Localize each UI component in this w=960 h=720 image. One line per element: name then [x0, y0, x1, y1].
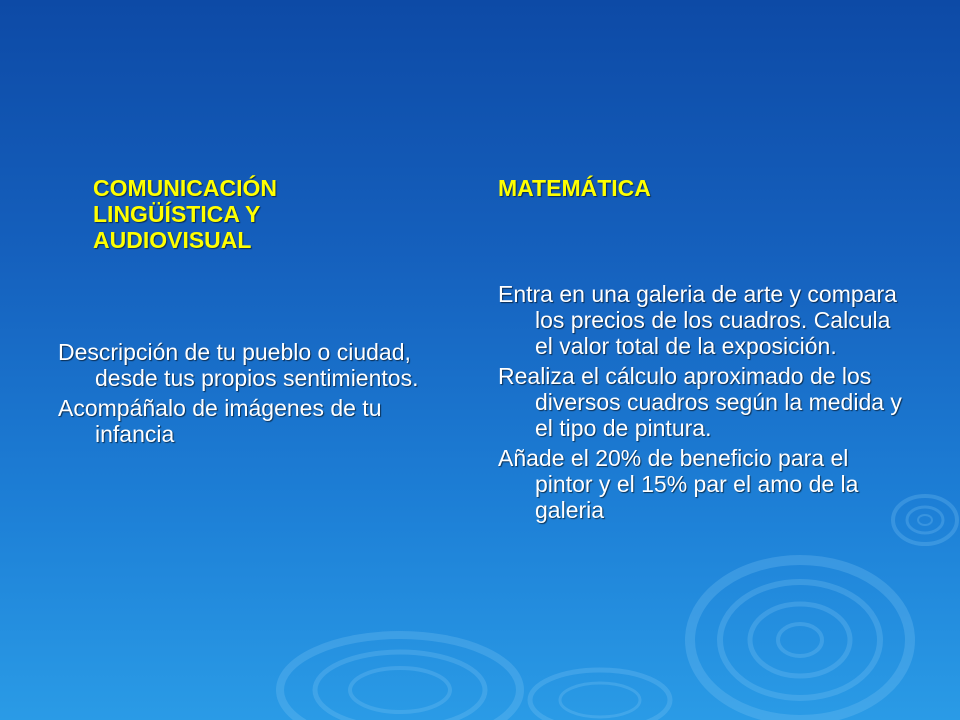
left-column-body: [58, 339, 458, 451]
left-paragraph: Descripción de tu pueblo o ciudad, desde tus propios sentimientos.: [58, 339, 419, 391]
right-paragraph: Realiza el cálculo aproximado de los diversos cuadros según la medida y el tipo de pintura.: [498, 363, 902, 441]
left-paragraph: Acompáñalo de imágenes de tu infancia: [58, 395, 382, 447]
right-column-header: [498, 175, 918, 201]
left-column-title: COMUNICACIÓN LINGÜÍSTICA Y AUDIOVISUAL: [93, 175, 277, 253]
right-column-title: MATEMÁTICA: [498, 175, 651, 201]
right-column-body: [498, 281, 903, 527]
right-paragraph: Entra en una galeria de arte y compara los precios de los cuadros. Calcula el valor total de la exposición.: [498, 281, 897, 359]
left-column-header: [93, 175, 393, 253]
right-paragraph: Añade el 20% de beneficio para el pintor y el 15% par el amo de la galeria: [498, 445, 859, 523]
